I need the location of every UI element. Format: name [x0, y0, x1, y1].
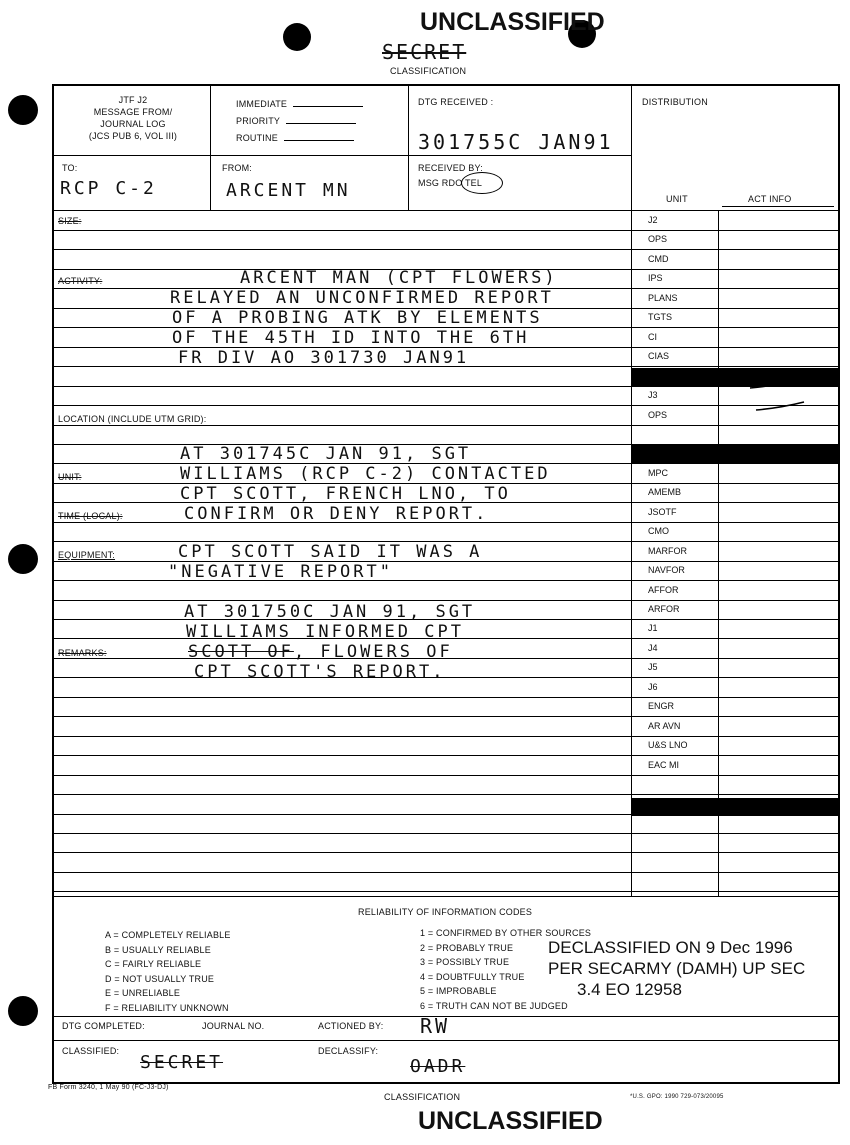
ruled-line [52, 600, 840, 601]
distribution-unit[interactable]: J1 [648, 623, 658, 633]
reliability-code: D = NOT USUALLY TRUE [105, 973, 215, 984]
office-line: MESSAGE FROM/ [93, 107, 173, 117]
check-mark-2 [756, 402, 804, 410]
message-line-15: CPT SCOTT'S REPORT. [194, 662, 446, 682]
received-by-options: MSG RDO TEL [418, 178, 483, 188]
precedence-blank [286, 114, 356, 124]
reliability-code: E = UNRELIABLE [105, 988, 181, 998]
dtg-completed-label: DTG COMPLETED: [62, 1021, 145, 1031]
ruled-line [52, 697, 840, 698]
unit-column-header: UNIT [666, 194, 688, 204]
precedence-label: ROUTINE [236, 133, 278, 143]
distribution-unit[interactable]: CMO [648, 526, 669, 536]
office-block [58, 94, 208, 142]
form-number: FB Form 3240, 1 May 90 (FC-J3-DJ) [48, 1084, 169, 1091]
from-label: FROM: [222, 163, 252, 173]
equipment-label: EQUIPMENT: [58, 550, 116, 560]
punch-hole-top [283, 23, 311, 51]
distribution-unit[interactable]: J3 [648, 390, 658, 400]
message-line-6: AT 301745C JAN 91, SGT [180, 444, 472, 464]
remarks-label: REMARKS: [58, 648, 107, 658]
message-line-1: ARCENT MAN (CPT FLOWERS) [240, 268, 558, 288]
to-label: TO: [62, 163, 78, 173]
declass-line: PER SECARMY (DAMH) UP SEC [548, 959, 806, 978]
distribution-unit[interactable]: OPS [648, 234, 668, 244]
message-text: , FLOWERS OF [293, 642, 453, 662]
reliability-code: 1 = CONFIRMED BY OTHER SOURCES [420, 928, 592, 938]
distribution-black-band-3 [631, 798, 840, 816]
reliability-code: 6 = TRUTH CAN NOT BE JUDGED [420, 1000, 568, 1011]
reliability-left-list [105, 928, 231, 1015]
location-label: LOCATION (INCLUDE UTM GRID): [58, 414, 207, 424]
distribution-unit[interactable]: AMEMB [648, 487, 682, 497]
precedence-option[interactable] [236, 113, 363, 130]
dtg-received-label: DTG RECEIVED : [418, 97, 494, 107]
dtg-received-value: 301755C JAN91 [418, 130, 614, 154]
distribution-unit[interactable]: J5 [648, 662, 658, 672]
to-from-bottom-line [52, 210, 840, 211]
footer-fields-mid-line [52, 1040, 840, 1041]
punch-hole-left-2 [8, 544, 38, 574]
office-line: JOURNAL LOG [100, 119, 166, 129]
precedence-label: PRIORITY [236, 116, 281, 126]
declassify-value: OADR [410, 1056, 466, 1077]
distribution-unit[interactable]: NAVFOR [648, 565, 685, 575]
reliability-code: C = FAIRLY RELIABLE [105, 959, 202, 969]
distribution-unit[interactable]: CIAS [648, 351, 670, 361]
distribution-unit[interactable]: AR AVN [648, 721, 681, 731]
from-value: ARCENT MN [226, 180, 351, 201]
vertical-divider-1 [210, 86, 211, 210]
ruled-line [52, 677, 840, 678]
actioned-by-value: RW [420, 1014, 451, 1038]
header-classification-label: CLASSIFICATION [390, 66, 467, 76]
struck-text: SCOTT OF [188, 642, 294, 662]
unit-label: UNIT: [58, 472, 82, 482]
punch-hole-left-1 [8, 95, 38, 125]
distribution-unit[interactable]: U&S LNO [648, 740, 688, 750]
message-line-11: "NEGATIVE REPORT" [168, 562, 393, 582]
act-info-check-marks [720, 368, 840, 428]
precedence-block [236, 96, 363, 147]
ruled-line [52, 852, 840, 853]
reliability-code: 4 = DOUBTFULLY TRUE [420, 971, 525, 982]
precedence-blank [284, 131, 354, 141]
bottom-unclassified-stamp: UNCLASSIFIED [418, 1107, 603, 1135]
footer-classification-label: CLASSIFICATION [384, 1092, 461, 1102]
distribution-unit[interactable]: J6 [648, 682, 658, 692]
ruled-line [52, 230, 840, 231]
distribution-unit[interactable]: CMD [648, 254, 669, 264]
activity-label: ACTIVITY: [58, 276, 103, 286]
to-value: RCP C-2 [60, 178, 157, 199]
message-line-9: CONFIRM OR DENY REPORT. [184, 504, 489, 524]
distribution-unit[interactable]: ENGR [648, 701, 675, 711]
classified-value: SECRET [140, 1052, 224, 1073]
reliability-code: F = RELIABILITY UNKNOWN [105, 1002, 229, 1013]
message-line-3: OF A PROBING ATK BY ELEMENTS [172, 308, 543, 328]
ruled-line [52, 794, 840, 795]
actioned-by-label: ACTIONED BY: [318, 1021, 384, 1031]
reliability-code: B = USUALLY RELIABLE [105, 944, 211, 955]
distribution-unit[interactable]: EAC MI [648, 760, 680, 770]
classified-label: CLASSIFIED: [62, 1046, 120, 1056]
distribution-unit[interactable]: OPS [648, 410, 668, 420]
message-line-13: WILLIAMS INFORMED CPT [186, 622, 464, 642]
ruled-line [52, 833, 840, 834]
received-by-label: RECEIVED BY: [418, 163, 483, 173]
act-info-underline [722, 206, 834, 207]
precedence-option[interactable] [236, 96, 363, 113]
distribution-unit[interactable]: IPS [648, 273, 663, 283]
reliability-code: 5 = IMPROBABLE [420, 986, 497, 996]
declassify-label: DECLASSIFY: [318, 1046, 379, 1056]
ruled-line [52, 755, 840, 756]
time-label: TIME (LOCAL): [58, 511, 123, 521]
distribution-unit[interactable]: J4 [648, 643, 658, 653]
message-line-14 [188, 642, 453, 662]
message-line-7: WILLIAMS (RCP C-2) CONTACTED [180, 464, 551, 484]
struck-secret-classification: SECRET [382, 40, 467, 64]
reliability-code: 2 = PROBABLY TRUE [420, 942, 514, 953]
precedence-label: IMMEDIATE [236, 99, 288, 109]
message-line-2: RELAYED AN UNCONFIRMED REPORT [170, 288, 554, 308]
precedence-option[interactable] [236, 130, 363, 147]
reliability-code: 3 = POSSIBLY TRUE [420, 957, 510, 967]
reliability-code: A = COMPLETELY RELIABLE [105, 930, 231, 940]
message-line-5: FR DIV AO 301730 JAN91 [178, 348, 470, 368]
journal-no-label: JOURNAL NO. [202, 1021, 265, 1031]
distribution-unit[interactable]: ARFOR [648, 604, 680, 614]
message-line-10: CPT SCOTT SAID IT WAS A [178, 542, 483, 562]
distribution-unit[interactable]: J2 [648, 215, 658, 225]
ruled-line [52, 249, 840, 250]
check-mark-1 [750, 374, 810, 388]
declassification-stamp [548, 937, 805, 1000]
reliability-title: RELIABILITY OF INFORMATION CODES [358, 907, 533, 917]
office-line: JTF J2 [118, 95, 148, 105]
vertical-divider-2 [408, 86, 409, 210]
office-line: (JCS PUB 6, VOL III) [88, 131, 178, 141]
message-line-8: CPT SCOTT, FRENCH LNO, TO [180, 484, 511, 504]
distribution-black-band-2 [631, 445, 840, 463]
distribution-unit[interactable]: PLANS [648, 293, 678, 303]
gpo-number: *U.S. GPO: 1990 729-073/20095 [630, 1094, 724, 1100]
punch-hole-left-3 [8, 996, 38, 1026]
top-unclassified-stamp: UNCLASSIFIED [420, 8, 605, 36]
tel-circle [461, 172, 503, 194]
ruled-line [52, 716, 840, 717]
ruled-line [52, 775, 840, 776]
ruled-line [52, 736, 840, 737]
precedence-blank [293, 97, 363, 107]
distribution-unit[interactable]: JSOTF [648, 507, 677, 517]
distribution-label: DISTRIBUTION [642, 97, 708, 107]
distribution-unit[interactable]: MPC [648, 468, 668, 478]
header-bottom-line [52, 155, 632, 156]
message-line-4: OF THE 45TH ID INTO THE 6TH [172, 328, 530, 348]
distribution-unit[interactable]: CI [648, 332, 657, 342]
distribution-unit[interactable]: MARFOR [648, 546, 687, 556]
distribution-unit[interactable]: AFFOR [648, 585, 679, 595]
ruled-line [52, 872, 840, 873]
size-label: SIZE: [58, 216, 82, 226]
ruled-line [52, 891, 840, 892]
body-bottom-line [52, 896, 840, 897]
act-info-column-header: ACT INFO [748, 194, 792, 204]
message-line-12: AT 301750C JAN 91, SGT [184, 602, 476, 622]
declass-line: DECLASSIFIED ON 9 Dec 1996 [548, 938, 793, 957]
declass-line: 3.4 EO 12958 [577, 980, 682, 999]
distribution-unit[interactable]: TGTS [648, 312, 672, 322]
